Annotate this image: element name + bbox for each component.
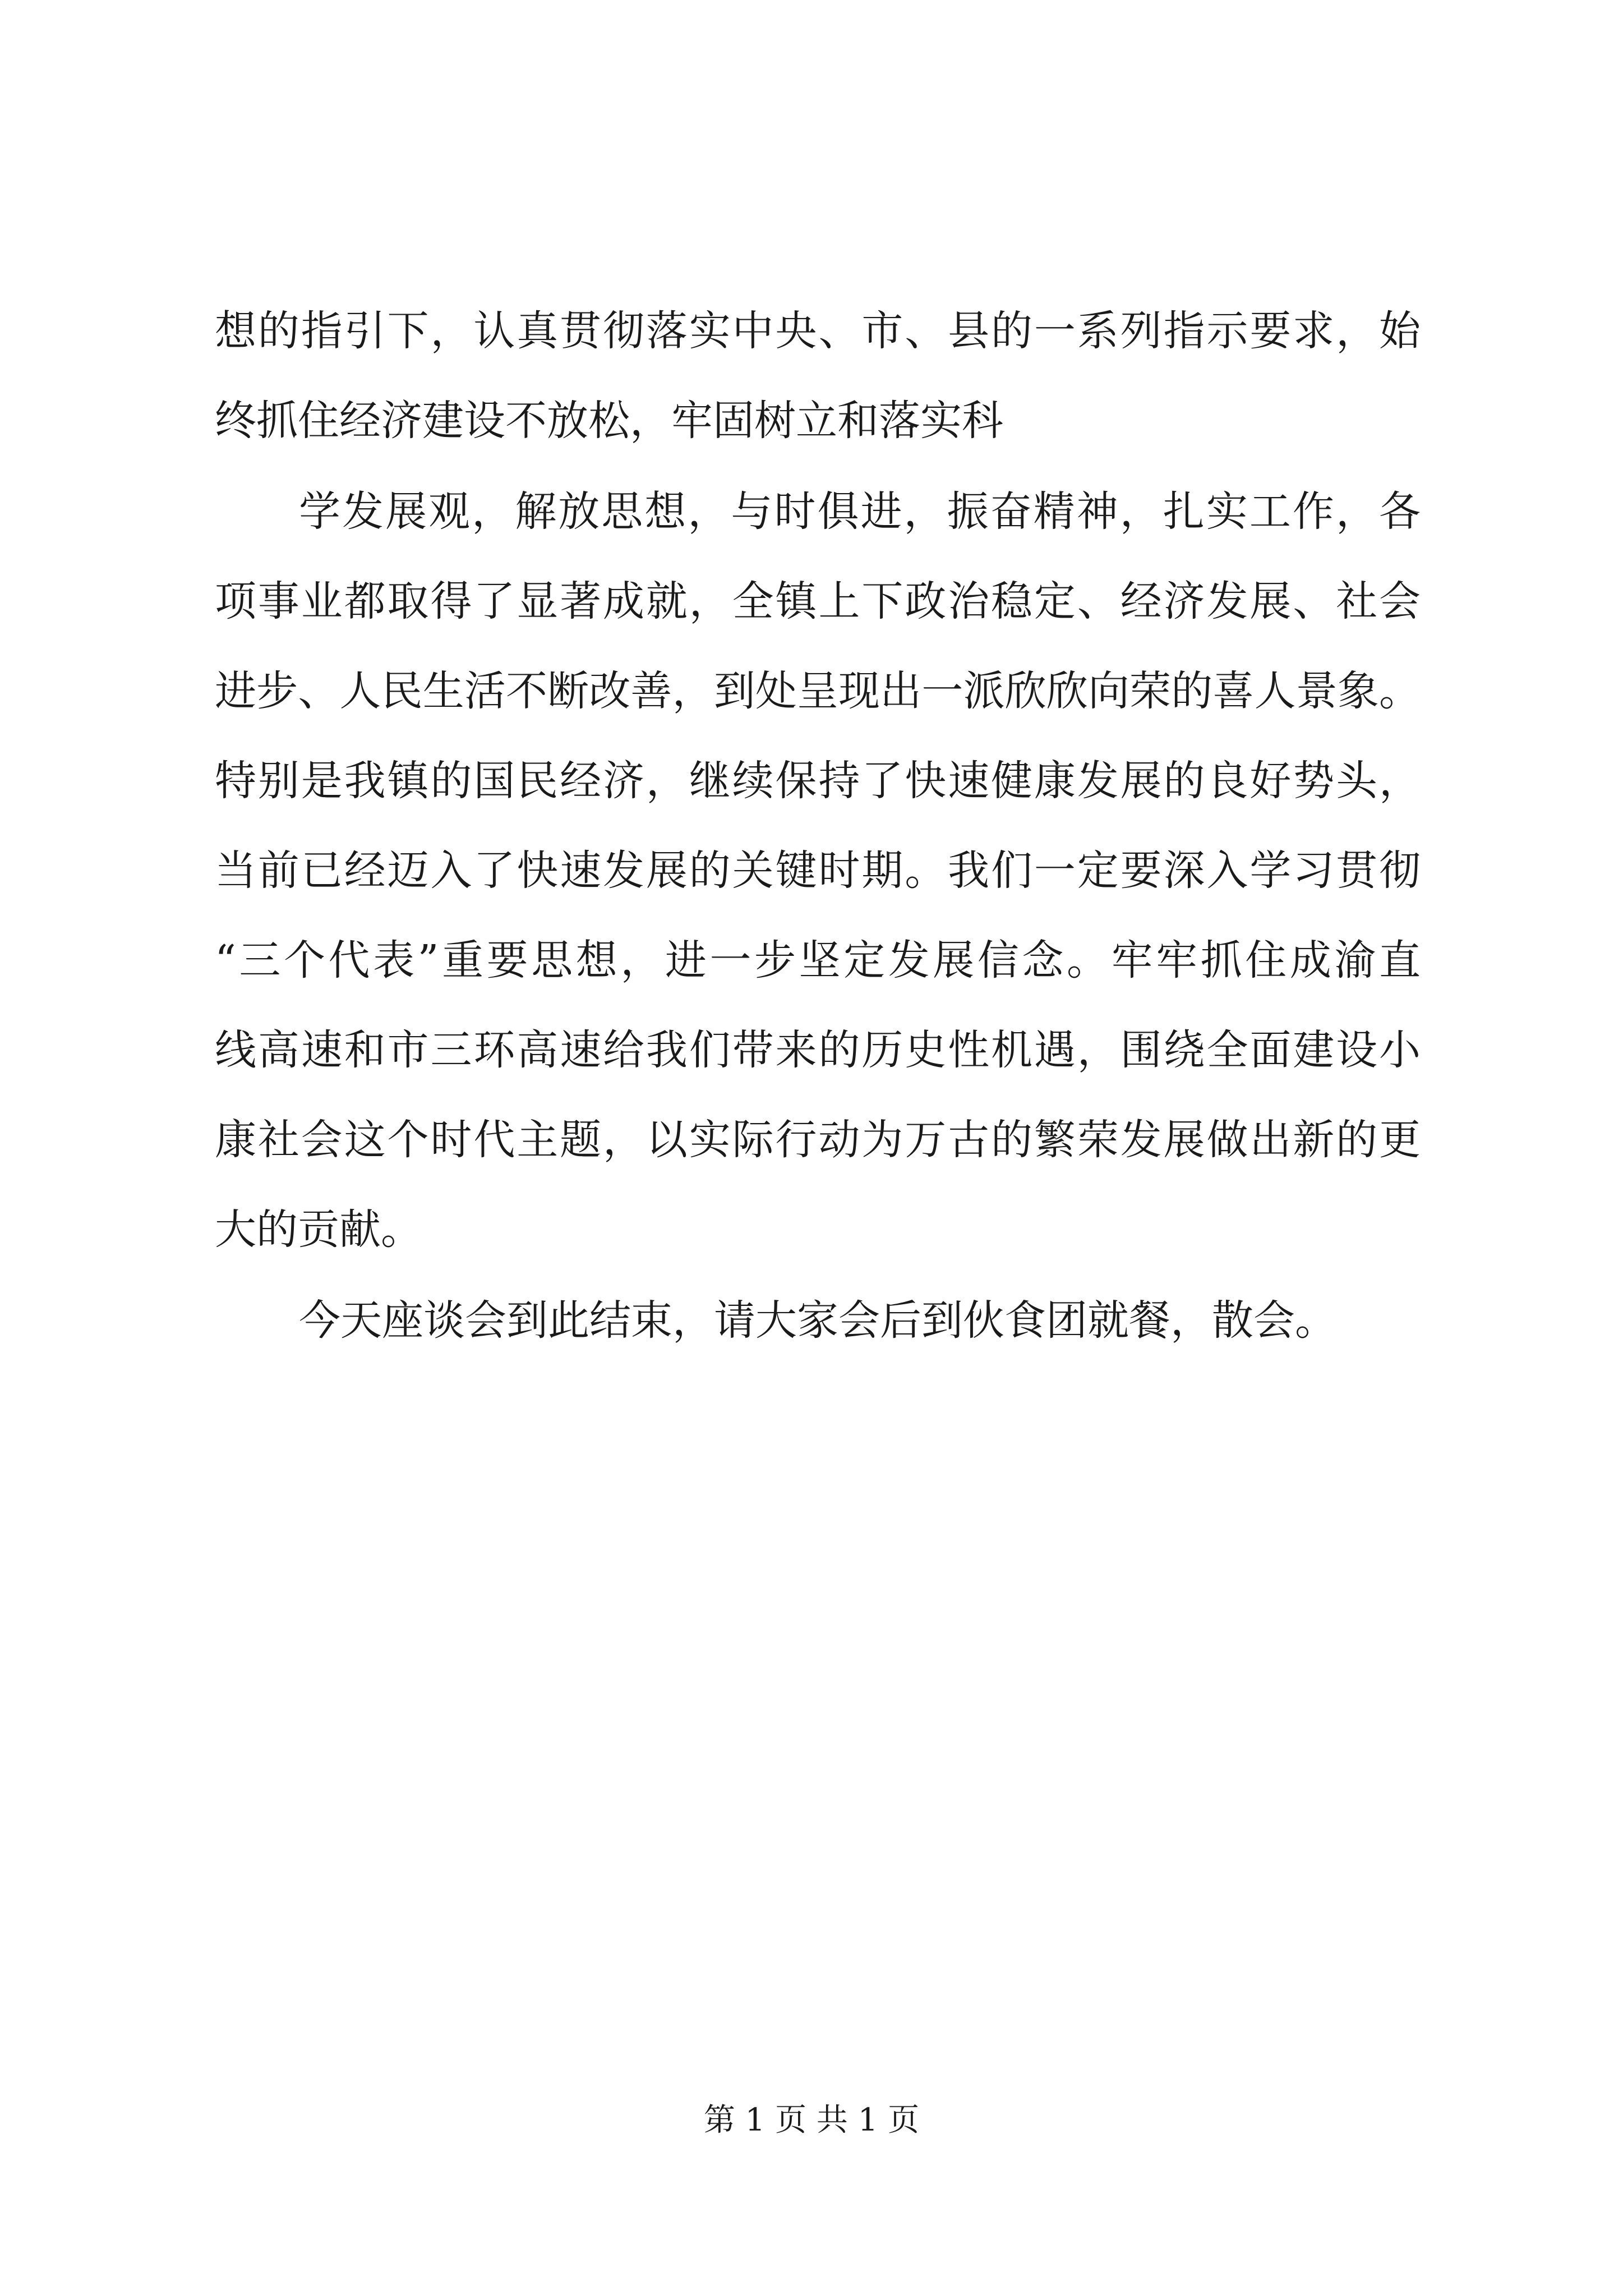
paragraph-1	[215, 303, 1421, 449]
paragraph-2	[215, 484, 1421, 1258]
text-line: 项事业都取得了显著成就，全镇上下政治稳定、经济发展、社会	[215, 577, 1421, 625]
paragraph-3	[215, 1292, 1421, 1349]
text-line: 线高速和市三环高速给我们带来的历史性机遇，围绕全面建设小	[215, 1026, 1421, 1074]
body-text	[215, 303, 1421, 1349]
text-line: 学发展观，解放思想，与时俱进，振奋精神，扎实工作，各	[299, 487, 1421, 536]
text-line: 进步、人民生活不断改善，到处呈现出一派欣欣向荣的喜人景象。	[215, 667, 1421, 715]
text-line: 今天座谈会到此结束，请大家会后到伙食团就餐，散会。	[299, 1296, 1336, 1345]
text-line: 终抓住经济建设不放松，牢固树立和落实科	[215, 397, 1003, 445]
text-line: 特别是我镇的国民经济，继续保持了快速健康发展的良好势头，	[215, 757, 1421, 805]
text-line: 当前已经迈入了快速发展的关键时期。我们一定要深入学习贯彻	[215, 846, 1421, 895]
text-line: 大的贡献。	[215, 1205, 422, 1254]
page-footer: 第 1 页 共 1 页	[703, 2102, 920, 2138]
text-line: 康社会这个时代主题，以实际行动为万古的繁荣发展做出新的更	[215, 1116, 1421, 1164]
text-line: 想的指引下，认真贯彻落实中央、市、县的一系列指示要求，始	[215, 307, 1421, 355]
text-line: “三个代表”重要思想，进一步坚定发展信念。牢牢抓住成渝直	[215, 936, 1421, 984]
